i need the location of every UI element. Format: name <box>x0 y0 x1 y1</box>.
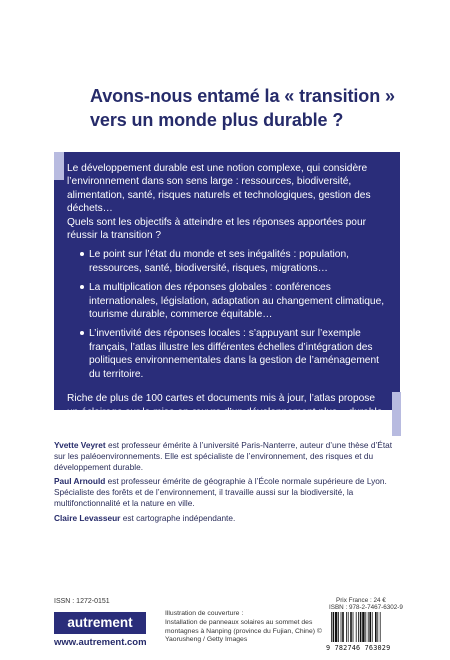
blurb-question: Quels sont les objectifs à atteindre et les réponses apportées pour réussir la transition ? <box>67 216 367 242</box>
barcode-icon <box>330 612 400 642</box>
blurb-bullet: Le point sur l’état du monde et ses inégalités : population, ressources, santé, biodiversité, risques, migrations… <box>89 248 389 275</box>
blurb-intro: Le développement durable est une notion complexe, qui considère l’environnement dans son sens large : ressources, biodiversité, alimentation, santé, risques naturels et technologiques, gestion des déchets… <box>67 163 371 215</box>
cover-credit-text: Installation de panneaux solaires au sommet des montagnes à Nanping (province du Fujian, Chine) © Yaorusheng / Getty Images <box>165 618 322 644</box>
barcode-digits: 9 782746 763029 <box>326 644 391 652</box>
author-bio <box>54 513 404 524</box>
cover-credit <box>165 610 325 645</box>
blurb-bullet-list <box>67 248 389 381</box>
decorative-bar-top-left <box>54 152 64 180</box>
author-bio <box>54 440 404 472</box>
decorative-bar-bottom-right <box>392 392 401 436</box>
publisher-website: www.autrement.com <box>54 637 147 648</box>
author-bio-text: est cartographe indépendante. <box>120 512 236 523</box>
author-bios <box>54 440 404 528</box>
author-name: Yvette Veyret <box>54 440 106 450</box>
blurb-closing: Riche de plus de 100 cartes et documents mis à jour, l’atlas propose un éclairage sur la mise en œuvre d’un développement plus « durable » pour la planète. <box>67 393 383 431</box>
author-bio-text: est professeur émérite de géographie à l’École normale supérieure de Lyon. Spécialiste des forêts et de l’environnement, il travaille aussi sur la biodiversité, la multifonctionnalité et la nature en ville. <box>54 476 387 508</box>
headline <box>90 84 420 132</box>
blurb-bullet: L’inventivité des réponses locales : s’appuyant sur l’exemple français, l’atlas illustre les différentes échelles d’intégration des politiques environnementales dans la gestion de l’aménagement du territoire. <box>89 327 389 381</box>
author-bio <box>54 476 404 508</box>
blurb-text <box>67 162 389 432</box>
author-name: Paul Arnould <box>54 476 106 487</box>
issn: ISSN : 1272-0151 <box>54 598 110 605</box>
cover-credit-title: Illustration de couverture : <box>165 610 244 617</box>
publisher-logo: autrement <box>54 612 146 634</box>
author-bio-text: est professeur émérite à l’université Paris-Nanterre, auteur d’une thèse d’État sur les paléoenvironnements. Elle est spécialiste de l’environnement, des risques et du développement durable. <box>54 440 393 472</box>
headline-line-2: vers un monde plus durable ? <box>90 110 344 130</box>
blurb-bullet: La multiplication des réponses globales : conférences internationales, législation, adaptation au changement climatique, tourisme durable, commerce équitable… <box>89 281 389 321</box>
price: Prix France : 24 € <box>336 597 386 604</box>
headline-line-1: Avons-nous entamé la « transition » <box>90 86 395 106</box>
isbn: ISBN : 978-2-7467-6302-9 <box>329 604 403 611</box>
author-name: Claire Levasseur <box>54 512 121 523</box>
